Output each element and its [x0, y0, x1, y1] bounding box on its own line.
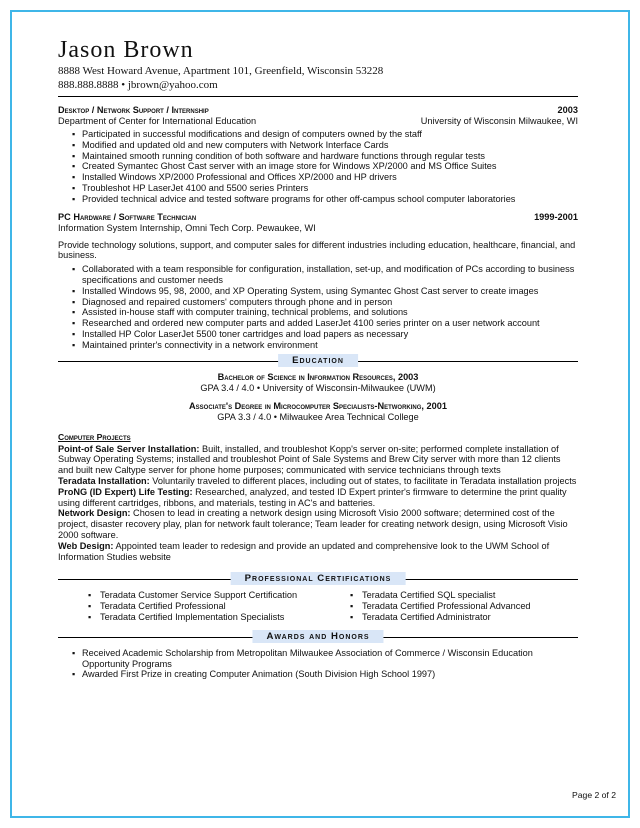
section-title: Education — [278, 354, 358, 367]
list-item: ▪ Maintained smooth running condition of both software and hardware functions through regular tests — [72, 151, 578, 162]
job-bullets — [72, 129, 578, 205]
list-item: ▪ Provided technical advice and tested software programs for other off-campus school computer laboratories — [72, 194, 578, 205]
list-item: ▪ Teradata Customer Service Support Certification — [88, 590, 350, 601]
project-text: Chosen to lead in creating a network design using Microsoft Visio 2000 software; determined cost of the project, disaster recovery play, plan for network fault tolerance; Team leader for creating network design, using Microsoft Visio 2000 software. — [58, 508, 568, 540]
resume-page — [58, 36, 578, 680]
list-item: ▪ Maintained printer's connectivity in a network environment — [72, 340, 578, 351]
project-item — [58, 508, 578, 540]
phone-email-line: 888.888.8888 • jbrown@yahoo.com — [58, 79, 218, 91]
certifications-heading — [58, 572, 578, 586]
job-org: Department of Center for International Education — [58, 116, 257, 126]
certifications-right — [350, 590, 531, 622]
list-item: ▪ Collaborated with a team responsible for configuration, installation, set-up, and modification of PCs according to business specifications and customer needs — [72, 264, 578, 286]
projects-list — [58, 444, 578, 563]
job-date: 2003 — [557, 105, 578, 115]
section-title: Professional Certifications — [231, 572, 406, 585]
education-heading — [58, 354, 578, 368]
job-title: Desktop / Network Support / Internship — [58, 105, 209, 115]
list-item: ▪ Teradata Certified Professional — [88, 601, 350, 612]
list-item: ▪ Troubleshot HP LaserJet 4100 and 5500 series Printers — [72, 183, 578, 194]
degree-detail: GPA 3.3 / 4.0 • Milwaukee Area Technical College — [217, 411, 419, 422]
job-entry — [58, 105, 578, 205]
project-label: Point-of Sale Server Installation: — [58, 443, 200, 454]
job-entry — [58, 212, 578, 351]
section-title: Awards and Honors — [252, 630, 383, 643]
page-number: Page 2 of 2 — [572, 790, 616, 800]
project-item — [58, 487, 578, 509]
awards-heading — [58, 630, 578, 644]
degree-title: Bachelor of Science in Information Resources, 2003 — [217, 371, 419, 382]
project-item — [58, 541, 578, 563]
degree-detail: GPA 3.4 / 4.0 • University of Wisconsin-Milwaukee (UWM) — [200, 382, 436, 393]
list-item: ▪ Received Academic Scholarship from Metropolitan Milwaukee Association of Commerce / Wisconsin Education Opportunity Programs — [72, 648, 578, 670]
job-title: PC Hardware / Software Technician — [58, 211, 197, 222]
job-summary: Provide technology solutions, support, and computer sales for different industries including education, healthcare, financial, and business. — [58, 239, 576, 261]
list-item: ▪ Teradata Certified Administrator — [350, 612, 531, 623]
list-item: ▪ Diagnosed and repaired customers' computers through phone and in person — [72, 297, 578, 308]
certifications-list — [88, 590, 578, 622]
list-item: ▪ Installed Windows 95, 98, 2000, and XP Operating System, using Symantec Ghost Cast server to create images — [72, 286, 578, 297]
project-label: Network Design: — [58, 508, 131, 519]
candidate-name: Jason Brown — [58, 37, 194, 63]
awards-list — [72, 648, 578, 680]
project-text: Voluntarily traveled to different places, including out of states, to facilitate in Teradata installation projects — [149, 475, 577, 486]
list-item: ▪ Installed Windows XP/2000 Professional and Offices XP/2000 and HP drivers — [72, 172, 578, 183]
list-item: ▪ Teradata Certified SQL specialist — [350, 590, 531, 601]
project-text: Researched, analyzed, and tested ID Expert printer's firmware to determine the print quality using different cartridges, ribbons, and materials, testing in AC's and batteries. — [58, 486, 567, 508]
project-label: Teradata Installation: — [58, 475, 150, 486]
list-item: ▪ Assisted in-house staff with computer training, technical problems, and solutions — [72, 307, 578, 318]
degree-title: Associate's Degree in Microcomputer Specialists-Networking, 2001 — [189, 400, 447, 411]
certifications-left — [88, 590, 350, 622]
project-text: Built, installed, and troubleshot Kopp's server on-site; performed complete installation of Subway Operating Systems; installed and troubleshot Point of Sale Systems and Brew City server with more than 12 clients and built new Caltype server for phone home purposes; communicated with service technicians through texts — [58, 443, 561, 476]
job-date: 1999-2001 — [534, 211, 578, 222]
project-item — [58, 476, 578, 487]
list-item: ▪ Modified and updated old and new computers with Network Interface Cards — [72, 140, 578, 151]
project-item — [58, 444, 578, 476]
project-text: Appointed team leader to redesign and provide an updated and comprehensive look to the UWM School of Information Studies website — [58, 540, 550, 562]
job-bullets — [72, 264, 578, 350]
projects-heading: Computer Projects — [58, 431, 131, 442]
project-label: Web Design: — [58, 540, 114, 551]
list-item: ▪ Awarded First Prize in creating Computer Animation (South Division High School 1997) — [72, 669, 578, 680]
address-line: 8888 West Howard Avenue, Apartment 101, Greenfield, Wisconsin 53228 — [58, 65, 384, 77]
list-item: ▪ Teradata Certified Professional Advanced — [350, 601, 531, 612]
list-item: ▪ Participated in successful modifications and design of computers owned by the staff — [72, 129, 578, 140]
header-divider — [58, 96, 578, 97]
job-location: University of Wisconsin Milwaukee, WI — [420, 116, 578, 126]
job-org: Information System Internship, Omni Tech Corp. Pewaukee, WI — [58, 222, 316, 233]
list-item: ▪ Researched and ordered new computer parts and added LaserJet 4100 series printer on a user network account — [72, 318, 578, 329]
project-label: ProNG (ID Expert) Life Testing: — [58, 486, 193, 497]
list-item: ▪ Installed HP Color LaserJet 5500 toner cartridges and load papers as necessary — [72, 329, 578, 340]
list-item: ▪ Teradata Certified Implementation Specialists — [88, 612, 350, 623]
list-item: ▪ Created Symantec Ghost Cast server with an image store for Windows XP/2000 and MS Office Suites — [72, 161, 578, 172]
